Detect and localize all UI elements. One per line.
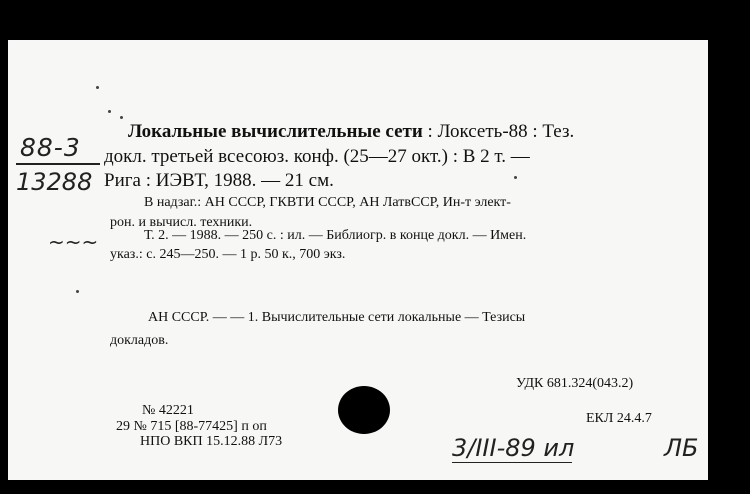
title-line-2: докл. третьей всесоюз. конф. (25—27 окт.) : В 2 т. —: [104, 146, 530, 167]
card-punch-hole: [338, 386, 390, 434]
ekl-code: ЕКЛ 24.4.7: [586, 411, 652, 426]
subject-line-1: АН СССР. — — 1. Вычислительные сети локальные — Тезисы: [148, 310, 526, 325]
npo-line: НПО ВКП 15.12.88 Л73: [140, 434, 283, 449]
handwritten-top-code: 88-3: [20, 133, 81, 162]
order-line: 29 № 715 [88-77425] п оп: [116, 419, 267, 434]
handwritten-bottom-code: 13288: [16, 168, 93, 196]
title-line-3: Рига : ИЭВТ, 1988. — 21 см.: [104, 170, 334, 191]
speck: [108, 110, 111, 113]
note-1-line-2: рон. и вычисл. техники.: [110, 215, 253, 230]
note-2-line-2: указ.: с. 245—250. — 1 р. 50 к., 700 экз.: [110, 247, 346, 262]
handwritten-initials: ЛБ: [664, 434, 699, 462]
handwritten-underline: [16, 163, 100, 165]
speck: [514, 176, 517, 179]
speck: [120, 116, 123, 119]
note-1-line-1: В надзаг.: АН СССР, ГКВТИ СССР, АН ЛатвССР, Ин-т элект-: [144, 195, 511, 210]
title-bold: Локальные вычислительные сети: [128, 121, 423, 142]
speck: [96, 86, 99, 89]
title-rest: : Локсеть-88 : Тез.: [422, 121, 575, 142]
subject-line-2: докладов.: [110, 333, 169, 348]
title-line-1: [128, 122, 574, 141]
note-2-line-1: Т. 2. — 1988. — 250 с. : ил. — Библиогр. в конце докл. — Имен.: [144, 228, 527, 243]
handwritten-side-mark: ~~~: [48, 230, 99, 254]
udk-code: УДК 681.324(043.2): [516, 376, 634, 391]
handwritten-date-note: 3/III-89 ил: [452, 434, 575, 462]
speck: [76, 290, 79, 293]
card-number: № 42221: [142, 403, 194, 418]
handwritten-date-underline: [452, 462, 572, 463]
